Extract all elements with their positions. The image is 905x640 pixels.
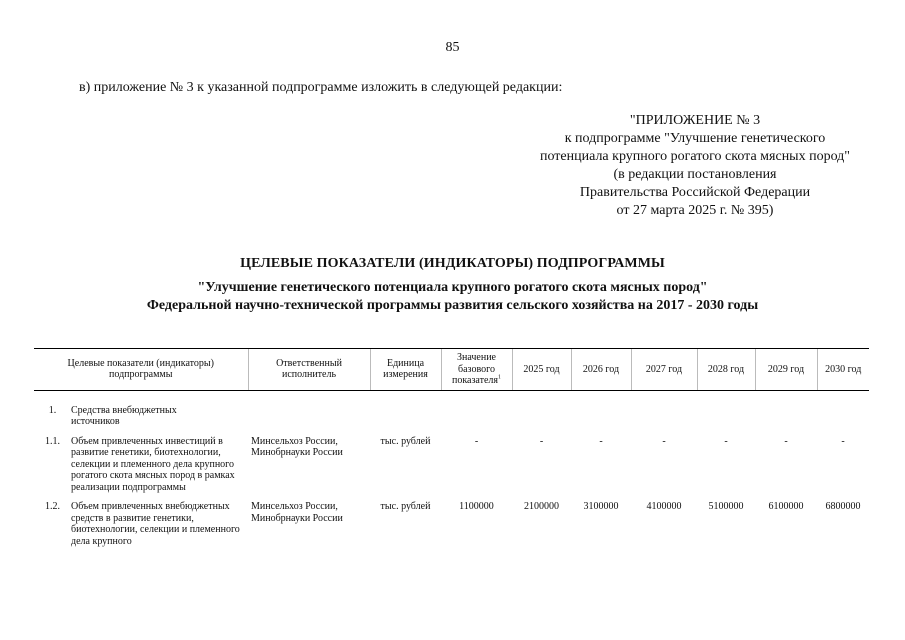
annex-line: потенциала крупного рогатого скота мясных пород"	[539, 149, 851, 164]
value-cell	[512, 405, 571, 428]
header-unit: Единица измерения	[370, 349, 441, 391]
value-cell: -	[784, 435, 788, 447]
header-year: 2029 год	[755, 349, 817, 391]
indicator-cell	[34, 405, 248, 428]
annex-header	[480, 112, 905, 220]
header-indicator: Целевые показатели (индикаторы) подпрограммы	[34, 349, 248, 391]
indicator-description: Средства внебюджетных источников	[71, 404, 177, 427]
value-cell: 6100000	[768, 501, 804, 512]
page-number: 85	[445, 40, 460, 55]
unit-cell: тыс. рублей	[380, 501, 431, 512]
value-cell	[817, 405, 869, 428]
value-cell: 6800000	[825, 501, 861, 512]
unit-cell	[370, 405, 441, 428]
annex-line: "ПРИЛОЖЕНИЕ № 3	[629, 113, 761, 128]
executor-cell: Минсельхоз России, Минобрнауки России	[251, 501, 343, 524]
base-cell	[441, 405, 512, 428]
value-cell	[631, 405, 697, 428]
value-cell: 4100000	[646, 501, 682, 512]
table-row	[34, 390, 869, 405]
value-cell	[697, 405, 755, 428]
indicators-table	[34, 348, 869, 547]
value-cell: -	[539, 435, 544, 447]
table-row	[34, 405, 869, 428]
value-cell: -	[724, 435, 728, 447]
annex-line: (в редакции постановления	[613, 167, 777, 182]
table-header-row	[34, 349, 869, 391]
value-cell	[571, 405, 631, 428]
base-cell: -	[474, 435, 479, 447]
header-year: 2025 год	[512, 349, 571, 391]
header-base	[441, 349, 512, 391]
executor-cell: Минсельхоз России, Минобрнауки России	[251, 435, 343, 458]
row-number: 1.2.	[45, 501, 60, 512]
row-number: 1.	[48, 404, 57, 416]
value-cell: -	[662, 435, 666, 447]
footnote-marker: 1	[498, 374, 502, 381]
annex-line: от 27 марта 2025 г. № 395)	[616, 203, 774, 218]
indicator-cell	[34, 436, 248, 494]
value-cell	[755, 405, 817, 428]
table-row	[34, 501, 869, 547]
value-cell: -	[599, 435, 603, 447]
indicator-cell	[34, 501, 248, 547]
value-cell: -	[841, 435, 845, 447]
base-cell: 1100000	[459, 501, 494, 512]
indicator-description: Объем привлеченных внебюджетных средств в развитие генетики, биотехнологии, селекции и племенного дела крупного	[71, 501, 240, 547]
header-executor: Ответственный исполнитель	[248, 349, 370, 391]
value-cell: 2100000	[524, 501, 559, 512]
unit-cell: тыс. рублей	[380, 435, 431, 447]
header-base-label: Значение базового показателя	[451, 352, 499, 386]
intro-paragraph: в) приложение № 3 к указанной подпрограмме изложить в следующей редакции:	[79, 80, 563, 95]
section-subtitle-program: Федеральной научно-технической программы развития сельского хозяйства на 2017 - 2030 годы	[146, 298, 759, 313]
header-year: 2030 год	[817, 349, 869, 391]
header-year: 2027 год	[631, 349, 697, 391]
row-number: 1.1.	[45, 435, 60, 447]
section-title: ЦЕЛЕВЫЕ ПОКАЗАТЕЛИ (ИНДИКАТОРЫ) ПОДПРОГРАММЫ	[240, 256, 665, 271]
annex-line: к подпрограмме "Улучшение генетического	[564, 131, 826, 146]
value-cell: 5100000	[708, 501, 744, 512]
header-year: 2028 год	[697, 349, 755, 391]
annex-line: Правительства Российской Федерации	[579, 185, 811, 200]
table-row	[34, 436, 869, 494]
value-cell: 3100000	[583, 501, 619, 512]
executor-cell	[248, 405, 370, 428]
indicator-description: Объем привлеченных инвестиций в развитие генетики, биотехнологии, селекции и племенного дела крупного рогатого скота мясных пород в рамках реализации подпрограммы	[71, 435, 235, 493]
section-subtitle-subprogram: "Улучшение генетического потенциала крупного рогатого скота мясных пород"	[197, 280, 708, 295]
header-year: 2026 год	[571, 349, 631, 391]
